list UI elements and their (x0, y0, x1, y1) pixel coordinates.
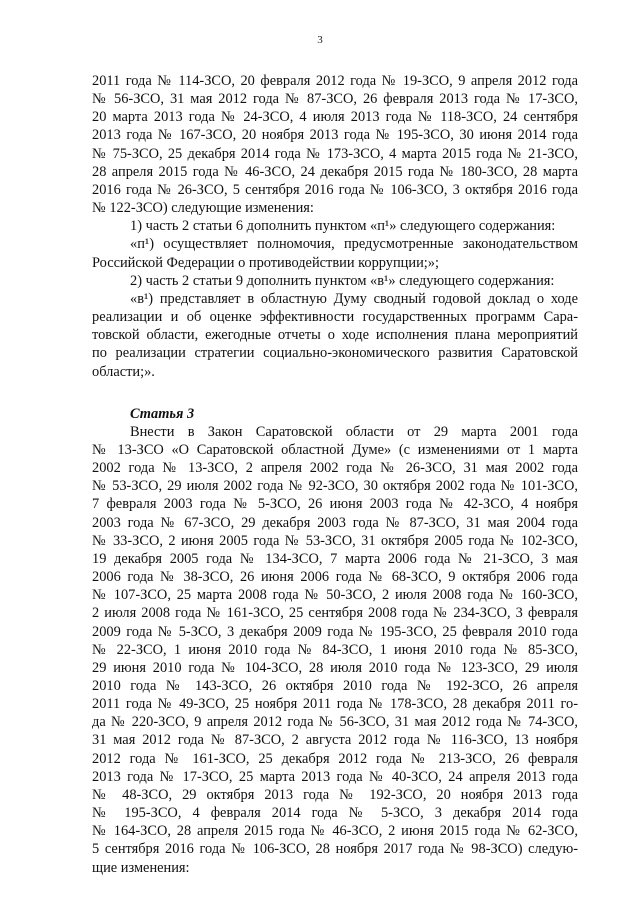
text-line: 2010 года № 143-ЗСО, 26 октября 2010 года № 192-ЗСО, 26 апреля (92, 678, 578, 694)
text-line: 31 мая 2012 года № 87-ЗСО, 2 августа 2012 года № 116-ЗСО, 13 ноября (92, 732, 578, 749)
text-line: 1) часть 2 статьи 6 дополнить пунктом «п¹» следующего содержания: (130, 218, 556, 235)
text-line: № 107-ЗСО, 25 марта 2008 года № 50-ЗСО, 2 июля 2008 года № 160-ЗСО, (92, 587, 578, 604)
text-line: Российской Федерации о противодействии коррупции;»; (92, 254, 439, 271)
text-line: 29 июня 2010 года № 104-ЗСО, 28 июля 2010 года № 123-ЗСО, 29 июля (92, 659, 578, 676)
text-line: № 13-ЗСО «О Саратовской областной Думе» (с изменениями от 1 марта (92, 441, 578, 458)
text-line: 2013 года № 17-ЗСО, 25 марта 2013 года № 40-ЗСО, 24 апреля 2013 года (92, 768, 578, 785)
spacer (92, 381, 578, 405)
text-line: 2002 года № 13-ЗСО, 2 апреля 2002 года № 26-ЗСО, 31 мая 2002 года (92, 460, 578, 477)
paragraph-amendments-list (92, 72, 578, 217)
text-line: № 56-ЗСО, 31 мая 2012 года № 87-ЗСО, 26 февраля 2013 года № 17-ЗСО, (92, 91, 578, 108)
text-line: области;». (92, 363, 155, 380)
text-line: № 33-ЗСО, 2 июня 2005 года № 53-ЗСО, 31 октября 2005 года № 102-ЗСО, (92, 532, 578, 549)
text-line: № 195-ЗСО, 4 февраля 2014 года № 5-ЗСО, 3 декабря 2014 года (92, 805, 578, 822)
document-body (92, 72, 578, 877)
text-line: 7 февраля 2003 года № 5-ЗСО, 26 июня 2003 года № 42-ЗСО, 4 ноября (92, 496, 578, 513)
text-line: Внести в Закон Саратовской области от 29 марта 2001 года (130, 423, 578, 440)
text-line: 2011 года № 49-ЗСО, 25 ноября 2011 года № 178-ЗСО, 28 декабря 2011 го- (92, 696, 578, 713)
text-line: № 122-ЗСО) следующие изменения: (92, 200, 314, 217)
text-line: 2012 года № 161-ЗСО, 25 декабря 2012 года № 213-ЗСО, 26 февраля (92, 750, 578, 767)
text-line: № 75-ЗСО, 25 декабря 2014 года № 173-ЗСО, 4 марта 2015 года № 21-ЗСО, (92, 145, 578, 162)
text-line: 5 сентября 2016 года № 106-ЗСО, 28 ноября 2017 года № 98-ЗСО) следую- (92, 841, 578, 858)
text-line: 2011 года № 114-ЗСО, 20 февраля 2012 года № 19-ЗСО, 9 апреля 2012 года (92, 73, 578, 89)
text-line: по реализации стратегии социально-экономического развития Саратовской (92, 345, 578, 362)
text-line: 2) часть 2 статьи 9 дополнить пунктом «в¹» следующего содержания: (130, 272, 555, 289)
article-heading: Статья 3 (130, 405, 195, 422)
text-line: товской области, ежегодные отчеты о ходе исполнения плана мероприятий (92, 327, 578, 344)
text-line: 2 июля 2008 года № 161-ЗСО, 25 сентября 2008 года № 234-ЗСО, 3 февраля (92, 605, 578, 622)
text-line: «п¹) осуществляет полномочия, предусмотренные законодательством (130, 236, 578, 253)
page-number: 3 (317, 34, 323, 46)
paragraph-changes (92, 217, 578, 380)
text-line: да № 220-ЗСО, 9 апреля 2012 года № 56-ЗСО, 31 мая 2012 года № 74-ЗСО, (92, 714, 578, 731)
paragraph-article-3 (92, 423, 578, 877)
text-line: 2009 года № 5-ЗСО, 3 декабря 2009 года № 195-ЗСО, 25 февраля 2010 года (92, 623, 578, 640)
text-line: 2013 года № 167-ЗСО, 20 ноября 2013 года № 195-ЗСО, 30 июня 2014 года (92, 127, 578, 144)
text-line: 2016 года № 26-ЗСО, 5 сентября 2016 года № 106-ЗСО, 3 октября 2016 года (92, 181, 578, 198)
text-line: щие изменения: (92, 859, 190, 876)
text-line: 2003 года № 67-ЗСО, 29 декабря 2003 года № 87-ЗСО, 31 мая 2004 года (92, 514, 578, 531)
text-line: реализации и об оценке эффективности государственных программ Сара- (92, 309, 578, 326)
text-line: «в¹) представляет в областную Думу сводный годовой доклад о ходе (130, 290, 578, 307)
text-line: № 164-ЗСО, 28 апреля 2015 года № 46-ЗСО, 2 июня 2015 года № 62-ЗСО, (92, 823, 578, 840)
text-line: 28 апреля 2015 года № 46-ЗСО, 24 декабря 2015 года № 180-ЗСО, 28 марта (92, 163, 578, 180)
text-line: № 22-ЗСО, 1 июня 2010 года № 84-ЗСО, 1 июня 2010 года № 85-ЗСО, (92, 641, 578, 658)
text-line: 20 марта 2013 года № 24-ЗСО, 4 июля 2013 года № 118-ЗСО, 24 сентября (92, 109, 578, 126)
text-line: № 53-ЗСО, 29 июля 2002 года № 92-ЗСО, 30 октября 2002 года № 101-ЗСО, (92, 478, 578, 495)
text-line: № 48-ЗСО, 29 октября 2013 года № 192-ЗСО, 20 ноября 2013 года (92, 786, 578, 803)
text-line: 2006 года № 38-ЗСО, 26 июня 2006 года № 68-ЗСО, 9 октября 2006 года (92, 569, 578, 586)
text-line: 19 декабря 2005 года № 134-ЗСО, 7 марта 2006 года № 21-ЗСО, 3 мая (92, 550, 578, 567)
